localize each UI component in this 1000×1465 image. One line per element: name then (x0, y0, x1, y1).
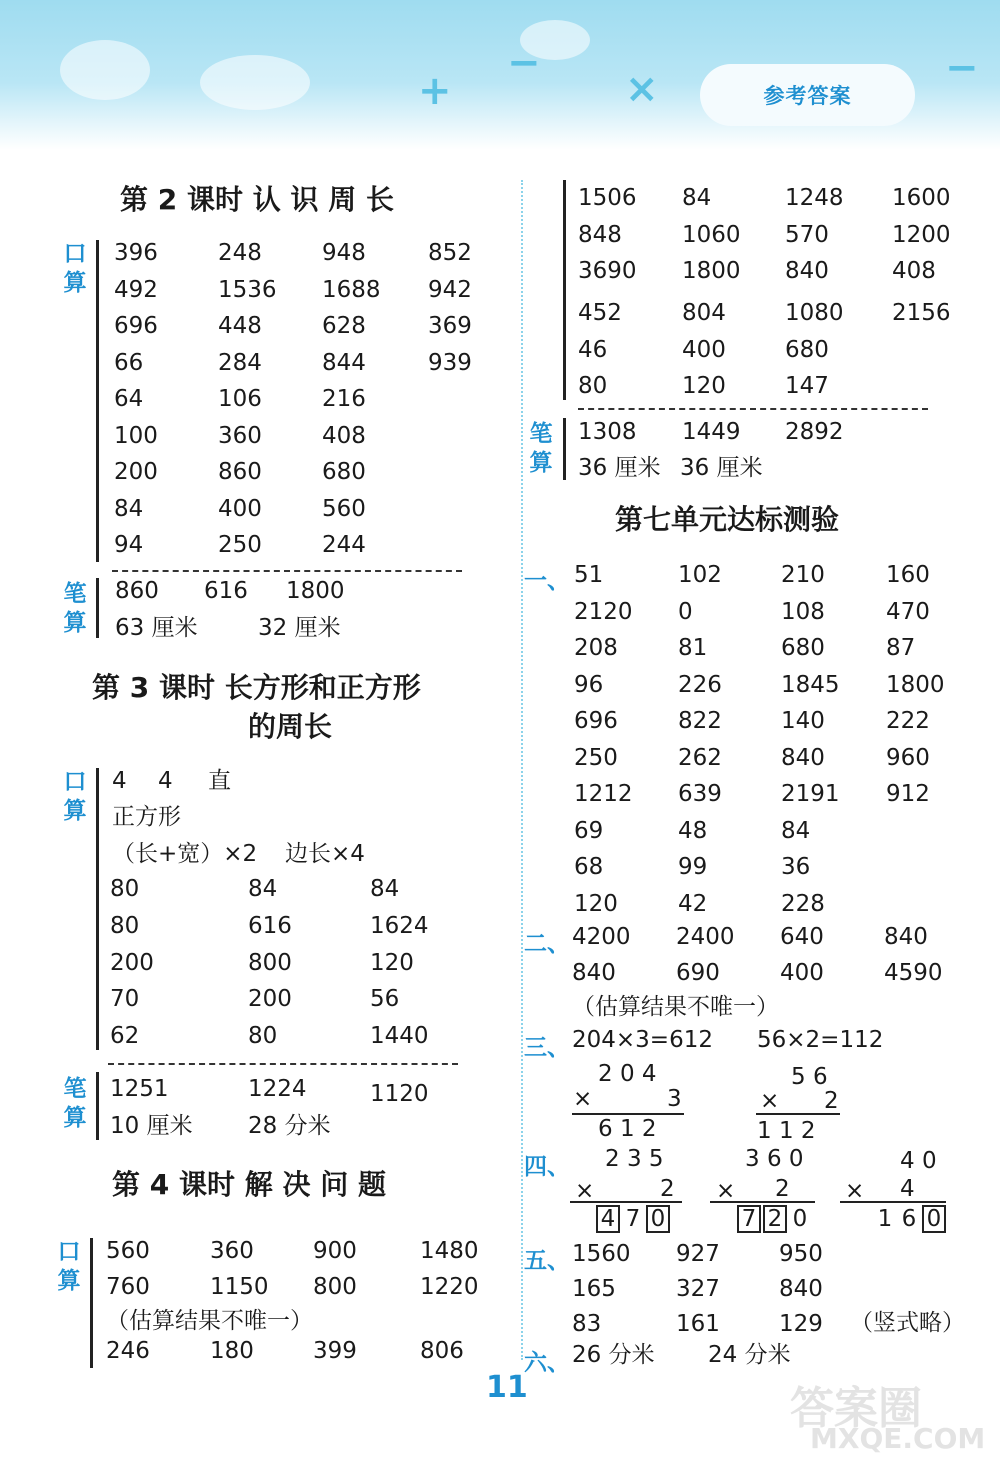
answer-cell: 939 (428, 349, 472, 376)
bracket-line (96, 1072, 99, 1140)
answer-cell: 408 (322, 422, 366, 449)
vertical-rule (710, 1201, 815, 1203)
answer-cell: 1624 (370, 912, 429, 939)
times-symbol: × (625, 66, 659, 112)
answer-cell: 848 (578, 221, 622, 248)
length-answer: 10 厘米 (110, 1113, 193, 1139)
answer-cell: 840 (785, 258, 829, 284)
answer-cell: 628 (322, 313, 366, 339)
written-answer: 616 (204, 578, 248, 604)
length-answer: 32 厘米 (258, 615, 341, 641)
answer-cell: 262 (678, 744, 722, 771)
answer-cell: 327 (676, 1276, 720, 1302)
vertical-rule (756, 1113, 840, 1115)
answer-cell: 760 (106, 1274, 150, 1300)
product-digit: 7 (625, 1206, 641, 1232)
answer-cell: 84 (248, 876, 278, 902)
plus-symbol: + (418, 68, 452, 114)
bisuan-label: 笔算 (63, 1076, 87, 1131)
length-answer: 36 厘米 (680, 455, 763, 481)
length-answer: 63 厘米 (115, 615, 198, 641)
answer-cell: 680 (322, 459, 366, 485)
answer-cell: 2120 (574, 598, 633, 625)
answer-cell: 1212 (574, 781, 633, 807)
bracket-line (96, 240, 99, 562)
multiply-sign: × (760, 1088, 780, 1114)
answer-cell: 68 (574, 854, 604, 880)
answer-cell: 1150 (210, 1274, 269, 1300)
answer-cell: 840 (781, 744, 825, 771)
answer-cell: 250 (574, 744, 618, 771)
vertical-multiplier: 2 (775, 1176, 790, 1202)
lesson3-title: 第 3 课时 长方形和正方形 (92, 671, 421, 704)
written-answer: 2892 (785, 419, 844, 445)
answer-cell: 83 (572, 1311, 602, 1337)
answer-cell: 2191 (781, 781, 840, 807)
answer-cell: 80 (110, 876, 140, 902)
answer-cell: 2400 (676, 924, 735, 950)
decor-bubble (60, 40, 150, 100)
answer-cell: 1600 (892, 185, 951, 211)
answer-cell: 680 (785, 336, 829, 363)
watermark-site: MXQE.COM (810, 1422, 986, 1455)
length-answer: 24 分米 (708, 1342, 791, 1368)
answer-cell: 1536 (218, 276, 277, 303)
answer-cell: 470 (886, 598, 930, 625)
answer-cell: 690 (676, 960, 720, 986)
answer-cell: 806 (420, 1338, 464, 1364)
unit7-title: 第七单元达标测验 (615, 503, 840, 536)
formula-answer: 边长×4 (285, 841, 365, 867)
dashed-divider (108, 1063, 458, 1065)
badge-label: 参考答案 (763, 84, 852, 108)
boxed-digit: 7 (737, 1205, 761, 1233)
written-answer: 1449 (682, 419, 741, 445)
equation-answer: 56×2=112 (757, 1027, 884, 1053)
multiply-sign: × (573, 1086, 593, 1112)
answer-cell: 102 (678, 562, 722, 588)
answer-cell: 696 (574, 708, 618, 734)
answer-cell: 948 (322, 240, 366, 266)
answer-cell: 900 (313, 1238, 357, 1264)
answer-cell: 222 (886, 708, 930, 734)
answer-cell: 161 (676, 1311, 720, 1337)
vertical-multiplier: 3 (667, 1086, 682, 1112)
answer-cell: 448 (218, 313, 262, 339)
watermark-logo: 答案圈 (790, 1383, 922, 1434)
vertical-product (596, 1205, 672, 1233)
answer-cell: 80 (110, 912, 140, 939)
vertical-top: 5 6 (791, 1064, 828, 1090)
answer-cell: 120 (574, 890, 618, 917)
answer-cell: 42 (678, 890, 708, 917)
answer-cell: 400 (682, 336, 726, 363)
answer-cell: 165 (572, 1276, 616, 1302)
answer-cell: 84 (781, 817, 811, 844)
answer-cell: 396 (114, 240, 158, 266)
answer-cell: 1200 (892, 221, 951, 248)
answer-cell: 56 (370, 986, 400, 1013)
answer-cell: 84 (682, 185, 712, 211)
written-answer: 860 (115, 578, 159, 604)
answer-cell: 200 (248, 986, 292, 1013)
vertical-product (874, 1205, 948, 1233)
answer-cell: 64 (114, 386, 144, 412)
section-marker: 三、 (524, 1035, 570, 1061)
length-answer: 36 厘米 (578, 455, 661, 481)
answer-cell: 248 (218, 240, 262, 266)
answer-cell: 66 (114, 349, 144, 376)
answer-cell: 147 (785, 373, 829, 399)
vertical-rule (572, 1113, 684, 1115)
answer-cell: 369 (428, 313, 472, 339)
formula-answer: （长+宽）×2 (112, 841, 258, 867)
answer-cell: 51 (574, 562, 604, 588)
answer-cell: 84 (114, 495, 144, 522)
answer-cell: 640 (780, 924, 824, 950)
answer-cell: 399 (313, 1338, 357, 1364)
answer-cell: 80 (578, 373, 608, 399)
answer-cell: 1800 (886, 671, 945, 698)
answer-cell: 840 (779, 1276, 823, 1302)
answer-cell: 244 (322, 532, 366, 558)
vertical-top: 4 0 (900, 1148, 937, 1174)
answer-cell: 1560 (572, 1241, 631, 1267)
boxed-digit: 0 (922, 1205, 946, 1233)
answer-cell: 1845 (781, 671, 840, 698)
vertical-product: 1 1 2 (757, 1118, 816, 1144)
answer-cell: 492 (114, 276, 158, 303)
answer-cell: 840 (884, 924, 928, 950)
answer-cell: 48 (678, 817, 708, 844)
bracket-line (96, 768, 99, 1050)
vertical-product (737, 1205, 813, 1233)
answer-cell: 108 (781, 598, 825, 625)
boxed-digit: 0 (646, 1205, 670, 1233)
answer-cell: 180 (210, 1338, 254, 1364)
answer-cell: 46 (578, 336, 608, 363)
written-answer: 1251 (110, 1076, 169, 1102)
answer-cell: 216 (322, 386, 366, 412)
answer-cell: 84 (370, 876, 400, 902)
answer-cell: 4200 (572, 924, 631, 950)
answer-cell: 639 (678, 781, 722, 807)
multiply-sign: × (575, 1178, 595, 1204)
answer-cell: 822 (678, 708, 722, 734)
answer-cell: 4590 (884, 960, 943, 986)
kousuan-label: 口算 (57, 1239, 81, 1294)
multiply-sign: × (716, 1178, 736, 1204)
answer-cell: 840 (572, 960, 616, 986)
vertical-top: 2 3 5 (605, 1146, 664, 1172)
section-marker: 一、 (524, 568, 570, 594)
section-marker: 二、 (524, 931, 570, 957)
answer-cell: 1248 (785, 185, 844, 211)
answer-cell: 3690 (578, 258, 637, 284)
vertical-rule (570, 1201, 682, 1203)
omitted-note: （竖式略） (850, 1310, 965, 1336)
answer-cell: 246 (106, 1338, 150, 1364)
answer-cell: 250 (218, 532, 262, 558)
answer-cell: 400 (218, 495, 262, 522)
answer-cell: 560 (322, 495, 366, 522)
bracket-line (563, 418, 566, 480)
answer-cell: 804 (682, 300, 726, 326)
answer-badge (700, 64, 915, 126)
answer-cell: 696 (114, 313, 158, 339)
column-divider (521, 180, 523, 1360)
answer-cell: 360 (218, 422, 262, 449)
answer-cell: 69 (574, 817, 604, 844)
dashed-divider (112, 570, 462, 572)
answer-cell: 852 (428, 240, 472, 266)
answer-cell: 452 (578, 300, 622, 326)
section-marker: 四、 (524, 1154, 570, 1180)
answer-cell: 1060 (682, 221, 741, 248)
product-digit: 0 (792, 1206, 808, 1232)
answer-cell: 1688 (322, 276, 381, 303)
header-banner (0, 0, 1000, 150)
length-answer: 26 分米 (572, 1342, 655, 1368)
lesson4-title: 第 4 课时 解 决 问 题 (112, 1168, 386, 1201)
answer-cell: 208 (574, 635, 618, 661)
kousuan-label: 口算 (63, 769, 87, 824)
section-marker: 五、 (524, 1248, 570, 1274)
answer-cell: 80 (248, 1023, 278, 1050)
answer-cell: 2156 (892, 300, 951, 326)
answer-cell: 160 (886, 562, 930, 588)
answer-cell: 140 (781, 708, 825, 734)
answer-cell: 1480 (420, 1238, 479, 1264)
vertical-top: 2 0 4 (598, 1061, 657, 1087)
answer-cell: 96 (574, 671, 604, 698)
bisuan-label: 笔算 (63, 581, 87, 636)
answer-cell: 210 (781, 562, 825, 588)
answer-cell: 284 (218, 349, 262, 376)
dashed-divider (578, 408, 928, 410)
answer-cell: 94 (114, 532, 144, 558)
fill-answer: 正方形 (112, 804, 181, 830)
answer-cell: 942 (428, 276, 472, 303)
answer-cell: 960 (886, 744, 930, 771)
answer-cell: 560 (106, 1238, 150, 1264)
answer-cell: 81 (678, 635, 708, 661)
answer-cell: 70 (110, 986, 140, 1013)
estimate-note: （估算结果不唯一） (106, 1308, 313, 1334)
minus-symbol: − (507, 40, 541, 86)
answer-cell: 360 (210, 1238, 254, 1264)
bracket-line (90, 1238, 93, 1368)
answer-cell: 87 (886, 635, 916, 661)
answer-cell: 120 (682, 373, 726, 399)
boxed-digit: 4 (596, 1205, 620, 1233)
answer-cell: 100 (114, 422, 158, 449)
answer-cell: 570 (785, 221, 829, 248)
answer-cell: 1220 (420, 1274, 479, 1300)
answer-cell: 1080 (785, 300, 844, 326)
written-answer: 1800 (286, 578, 345, 604)
lesson2-title: 第 2 课时 认 识 周 长 (120, 183, 394, 216)
answer-cell: 408 (892, 258, 936, 284)
answer-cell: 680 (781, 635, 825, 661)
vertical-multiplier: 2 (660, 1176, 675, 1202)
fill-answer: 直 (208, 768, 231, 794)
product-digit: 6 (901, 1206, 917, 1232)
bracket-line (563, 180, 566, 400)
vertical-rule (840, 1201, 946, 1203)
answer-cell: 228 (781, 890, 825, 917)
answer-cell: 616 (248, 912, 292, 939)
answer-cell: 106 (218, 386, 262, 412)
answer-cell: 1800 (682, 258, 741, 284)
decor-bubble (200, 55, 310, 110)
vertical-top: 3 6 0 (745, 1146, 804, 1172)
vertical-multiplier: 2 (824, 1088, 839, 1114)
bisuan-label: 笔算 (529, 421, 553, 476)
answer-cell: 226 (678, 671, 722, 698)
vertical-product: 6 1 2 (598, 1116, 657, 1142)
lesson3-title-cont: 的周长 (248, 710, 333, 743)
answer-cell: 844 (322, 349, 366, 376)
answer-cell: 200 (114, 459, 158, 485)
multiply-sign: × (845, 1178, 865, 1204)
length-answer: 28 分米 (248, 1113, 331, 1139)
estimate-note: （估算结果不唯一） (572, 994, 779, 1020)
page-number: 11 (486, 1370, 528, 1405)
minus-symbol: − (945, 45, 979, 91)
answer-cell: 120 (370, 949, 414, 976)
fill-answer: 4 (158, 768, 173, 794)
bracket-line (96, 578, 99, 638)
written-answer: 1120 (370, 1081, 429, 1107)
written-answer: 1224 (248, 1076, 307, 1102)
answer-cell: 129 (779, 1311, 823, 1337)
kousuan-label: 口算 (63, 241, 87, 296)
boxed-digit: 2 (763, 1205, 787, 1233)
fill-answer: 4 (112, 768, 127, 794)
answer-cell: 860 (218, 459, 262, 485)
answer-cell: 927 (676, 1241, 720, 1267)
answer-cell: 800 (248, 949, 292, 976)
answer-cell: 1506 (578, 185, 637, 211)
vertical-multiplier: 4 (900, 1176, 915, 1202)
answer-cell: 912 (886, 781, 930, 807)
answer-cell: 99 (678, 854, 708, 880)
answer-cell: 0 (678, 598, 693, 625)
answer-cell: 200 (110, 949, 154, 976)
answer-cell: 36 (781, 854, 811, 880)
written-answer: 1308 (578, 419, 637, 445)
product-digit: 1 (877, 1206, 893, 1232)
answer-cell: 1440 (370, 1023, 429, 1050)
answer-cell: 400 (780, 960, 824, 986)
section-marker: 六、 (524, 1350, 570, 1376)
equation-answer: 204×3=612 (572, 1027, 713, 1053)
answer-cell: 800 (313, 1274, 357, 1300)
answer-cell: 62 (110, 1023, 140, 1050)
answer-cell: 950 (779, 1241, 823, 1267)
